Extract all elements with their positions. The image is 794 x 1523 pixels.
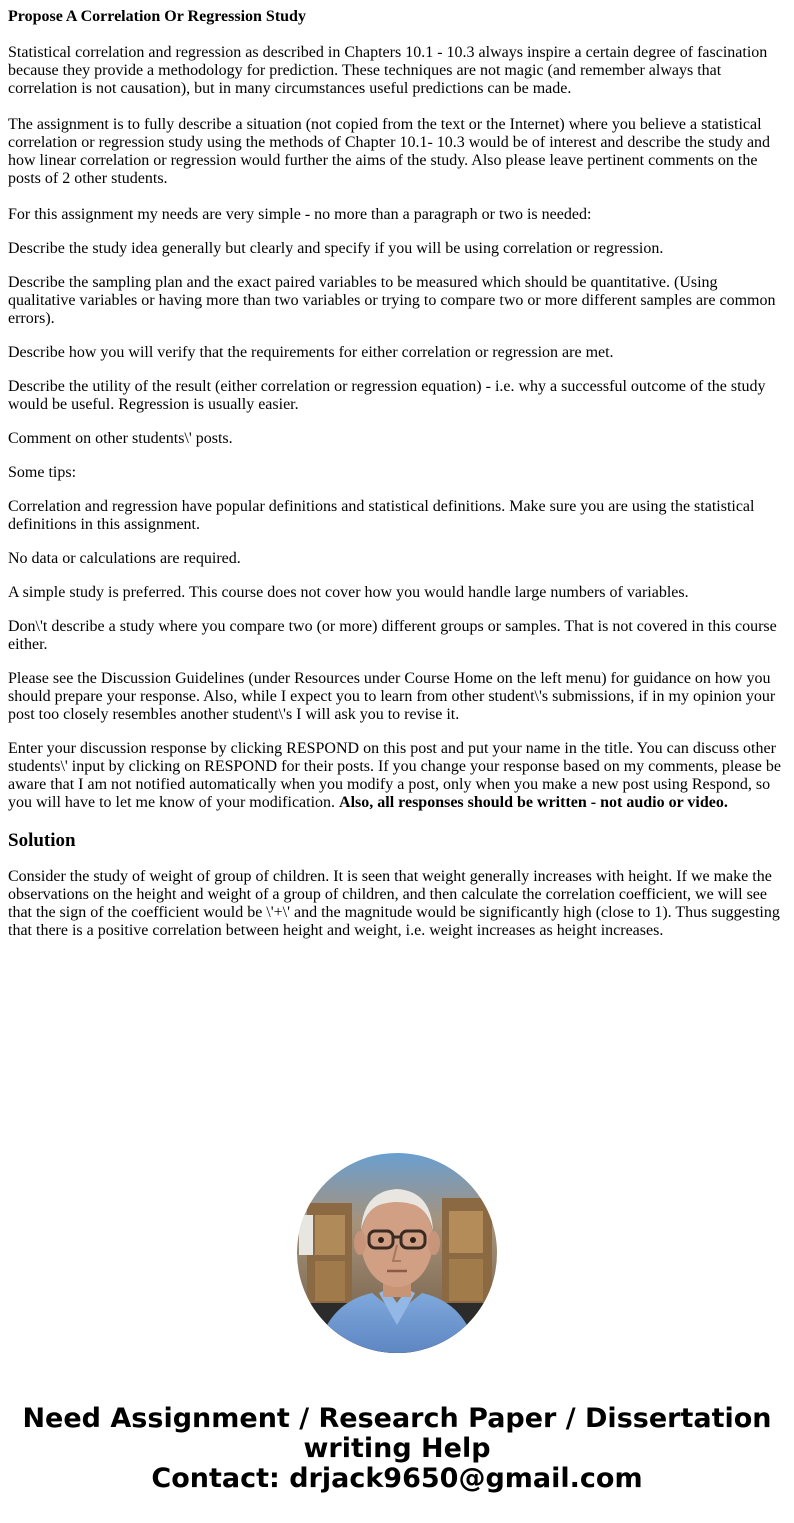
question-paragraph-10: Correlation and regression have popular definitions and statistical definitions. Make sure you are using the statistical definitions in this assignment. xyxy=(8,498,755,533)
solution-heading: Solution xyxy=(8,830,76,851)
question-paragraph-3: For this assignment my needs are very simple - no more than a paragraph or two is needed: xyxy=(8,206,592,223)
question-paragraph-14: Please see the Discussion Guidelines (under Resources under Course Home on the left menu) for guidance on how you should prepare your response. Also, while I expect you to learn from other student\'s submissions, if in my opinion your post too closely resembles another student\'s I will ask you to revise it. xyxy=(8,670,776,723)
question-title: Propose A Correlation Or Regression Study xyxy=(8,8,306,25)
question-paragraph-4: Describe the study idea generally but clearly and specify if you will be using correlation or regression. xyxy=(8,240,664,257)
question-paragraph-6: Describe how you will verify that the requirements for either correlation or regression are met. xyxy=(8,344,614,361)
question-paragraph-5: Describe the sampling plan and the exact paired variables to be measured which should be quantitative. (Using qualitative variables or having more than two variables or trying to compare two or more different samples are common errors). xyxy=(8,274,776,327)
question-paragraph-9: Some tips: xyxy=(8,464,77,481)
author-avatar-icon xyxy=(297,1153,497,1353)
question-paragraph-11: No data or calculations are required. xyxy=(8,550,241,567)
promo-contact: Contact: drjack9650@gmail.com xyxy=(151,1463,643,1494)
document-content xyxy=(8,8,786,956)
question-paragraph-15 xyxy=(8,740,786,812)
question-paragraph-13: Don\'t describe a study where you compare two (or more) different groups or samples. That is not covered in this course either. xyxy=(8,618,777,653)
question-paragraph-8: Comment on other students\' posts. xyxy=(8,430,233,447)
question-paragraph-12: A simple study is preferred. This course does not cover how you would handle large numbers of variables. xyxy=(8,584,689,601)
promo-line-1: Need Assignment / Research Paper / Dissertation xyxy=(22,1403,772,1434)
solution-text: Consider the study of weight of group of children. It is seen that weight generally increases with height. If we make the observations on the height and weight of a group of children, and then calculate the correlation coefficient, we will see that the sign of the coefficient would be \'+\' and the magnitude would be significantly high (close to 1). Thus suggesting that there is a positive correlation between height and weight, i.e. weight increases as height increases. xyxy=(8,868,780,939)
question-paragraph-2: The assignment is to fully describe a situation (not copied from the text or the Internet) where you believe a statistical correlation or regression study using the methods of Chapter 10.1- 10.3 would be of interest and describe the study and how linear correlation or regression would further the aims of the study. Also please leave pertinent comments on the posts of 2 other students. xyxy=(8,116,771,187)
question-paragraph-1: Statistical correlation and regression as described in Chapters 10.1 - 10.3 always inspire a certain degree of fascination because they provide a methodology for prediction. These techniques are not magic (and remember always that correlation is not causation), but in many circumstances useful predictions can be made. xyxy=(8,44,768,97)
question-paragraph-7: Describe the utility of the result (either correlation or regression equation) - i.e. why a successful outcome of the study would be useful. Regression is usually easier. xyxy=(8,378,766,413)
promo-banner xyxy=(0,1404,794,1494)
promo-line-2: writing Help xyxy=(303,1433,491,1464)
question-paragraph-15-text: Enter your discussion response by clicking RESPOND on this post and put your name in the title. You can discuss other students\' input by clicking on RESPOND for their posts. If you change your response based on my comments, please be aware that I am not notified automatically when you modify a post, only when you make a new post using Respond, so you will have to let me know of your modification. xyxy=(8,740,781,811)
question-paragraph-15-bold: Also, all responses should be written - not audio or video. xyxy=(339,794,728,811)
